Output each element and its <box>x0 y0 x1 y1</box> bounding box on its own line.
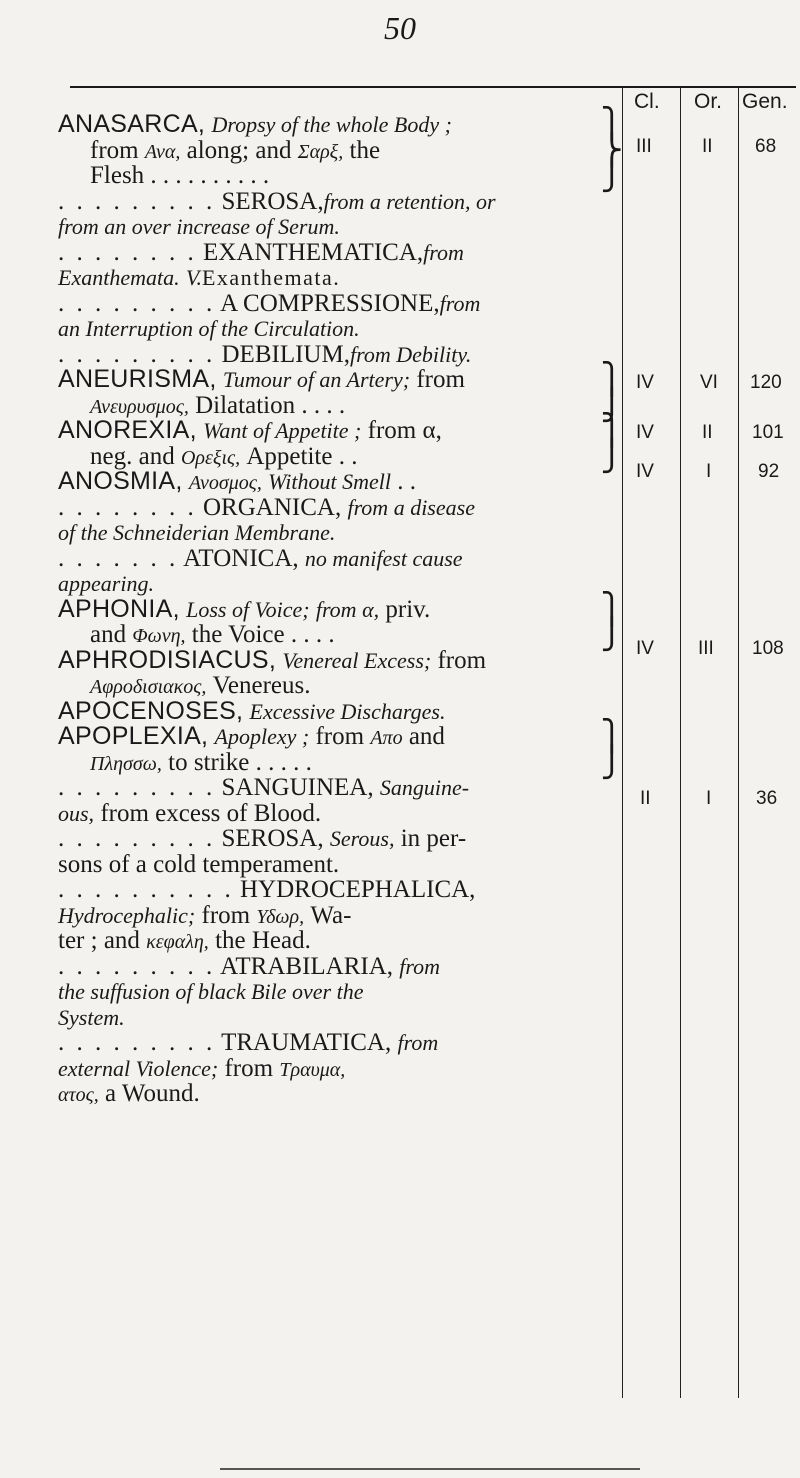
entries-column <box>58 108 623 1107</box>
entry-anorexia-line2: neg. and Ορεξις, Appetite . . ⎭ <box>90 439 623 473</box>
entry-traumatica-line3: ατος, a Wound. <box>58 1080 200 1107</box>
entry-atrabilaria-line3: System. <box>58 1004 125 1030</box>
entry-apoplexia-line1: APOPLEXIA, Apoplexy ; from Απο and ⎫ <box>58 720 623 753</box>
row-apoplexia-class: II <box>640 788 651 809</box>
entry-organica-line1: . . . . . . . . ORGANICA, from a disease <box>58 493 475 521</box>
row-aneurisma-order: VI <box>700 372 718 393</box>
entry-hydrocephalica-line2: Hydrocephalic; from Υδωρ, Wa- <box>58 901 352 929</box>
entry-apocenoses-line1: APOCENOSES, Excessive Discharges. <box>58 696 446 725</box>
subhead-atrabilaria: ATRABILARIA, <box>220 952 394 980</box>
entry-anasarca-line1 <box>58 108 623 141</box>
entry-atrabilaria-line2: the suffusion of black Bile over the <box>58 979 364 1004</box>
entry-serosa2-line1: . . . . . . . . . SEROSA, Serous, in per- <box>58 825 467 852</box>
row-anorexia-genus: 101 <box>752 422 784 443</box>
brace-top: ⎫ <box>600 363 623 396</box>
subhead-serosa: SEROSA, <box>221 187 324 215</box>
greek-ana: Ανα, <box>144 140 181 163</box>
row-anasarca-order: II <box>702 136 713 157</box>
header-rule <box>70 86 796 88</box>
subhead-debilium: DEBILIUM, <box>221 340 350 368</box>
gloss-anasarca: Dropsy of the whole Body ; <box>211 112 452 137</box>
row-apoplexia-order: I <box>706 788 712 809</box>
entry-aphrodisiacus-line1: APHRODISIACUS, Venereal Excess; from <box>58 645 487 674</box>
entry-serosa-line2: from an over increase of Serum. <box>58 214 340 239</box>
entry-anasarca-line2: from Ανα, along; and Σαρξ, the ⎬ <box>90 133 623 167</box>
entry-hydrocephalica-line1: . . . . . . . . . . HYDROCEPHALICA, <box>58 876 476 903</box>
entry-compressione-line1: . . . . . . . . . A COMPRESSIONE,from <box>58 289 481 317</box>
headword-anasarca: ANASARCA, <box>58 110 206 138</box>
subhead-hydrocephalica: HYDROCEPHALICA, <box>240 876 476 903</box>
row-aneurisma-genus: 120 <box>750 372 782 393</box>
subhead-organica: ORGANICA, <box>203 493 342 521</box>
brace-top: ⎫ <box>600 108 623 141</box>
row-aphonia-order: III <box>698 638 714 659</box>
row-anasarca-class: III <box>636 136 652 157</box>
row-apoplexia-genus: 36 <box>756 788 778 809</box>
entry-compressione-line2: an Interruption of the Circulation. <box>58 316 360 341</box>
entry-debilium-line1: . . . . . . . . . DEBILIUM,from Debility. <box>58 340 472 368</box>
subhead-traumatica: TRAUMATICA, <box>221 1029 392 1056</box>
entry-aneurisma-line2: Ανευρυσμος, Dilatation . . . . ⎭ <box>90 388 623 422</box>
entry-atonica-line1: . . . . . . . ATONICA, no manifest cause <box>58 544 463 572</box>
brace-bottom: ⎭ <box>600 159 623 192</box>
row-anosmia-order: I <box>706 461 712 482</box>
brace-bottom: ⎭ <box>600 618 623 651</box>
entry-serosa-line1: . . . . . . . . . SEROSA,from a retention, or <box>58 187 496 215</box>
entry-serosa2-line2: sons of a cold temperament. <box>58 850 340 878</box>
row-anorexia-order: II <box>702 422 713 443</box>
row-aneurisma-class: IV <box>636 372 654 393</box>
subhead-exanthematica: EXANTHEMATICA, <box>203 238 424 266</box>
column-divider-right <box>738 88 739 1398</box>
entry-atonica-line2: appearing. <box>58 571 154 596</box>
column-header-genus: Gen. <box>742 90 788 113</box>
entry-traumatica-line2: external Violence; from Τραυμα, <box>58 1054 346 1082</box>
headword-anosmia: ANOSMIA, <box>58 467 183 495</box>
row-anosmia-class: IV <box>636 461 654 482</box>
entry-aneurisma-line1: ANEURISMA, Tumour of an Artery; from ⎫ <box>58 363 623 396</box>
subhead-serosa-2: SEROSA, <box>221 825 324 852</box>
entry-apoplexia-line2: Πλησσω, to strike . . . . . ⎭ <box>90 745 623 779</box>
entry-anasarca-line3: Flesh . . . . . . . . . . ⎭ <box>90 159 623 192</box>
brace-mid: ⎬ <box>600 133 623 167</box>
row-anasarca-genus: 68 <box>755 136 777 157</box>
entry-anorexia-line1: ANOREXIA, Want of Appetite ; from α, ⎫ <box>58 414 623 447</box>
column-header-class: Cl. <box>634 90 660 113</box>
entry-sanguinea-line2: ous, from excess of Blood. <box>58 799 322 827</box>
entry-aphonia-line2: and Φωνη, the Voice . . . . ⎭ <box>90 618 623 651</box>
row-aphonia-genus: 108 <box>752 638 784 659</box>
brace-top: ⎫ <box>600 592 623 626</box>
brace-top: ⎫ <box>600 414 623 447</box>
headword-aneurisma: ANEURISMA, <box>58 365 217 393</box>
page-number: 50 <box>384 10 416 46</box>
entry-hydrocephalica-line3: ter ; and κεφαλη, the Head. <box>58 927 311 954</box>
entry-atrabilaria-line1: . . . . . . . . . ATRABILARIA, from <box>58 952 441 980</box>
row-anosmia-genus: 92 <box>758 461 780 482</box>
brace-bottom: ⎭ <box>600 745 623 779</box>
headword-apocenoses: APOCENOSES, <box>58 696 244 725</box>
column-divider-mid <box>680 88 681 1398</box>
brace-top: ⎫ <box>600 720 623 753</box>
subhead-compressione: A COMPRESSIONE, <box>220 289 440 317</box>
entry-exanthematica-line1: . . . . . . . . EXANTHEMATICA,from <box>58 238 464 266</box>
subhead-sanguinea: SANGUINEA, <box>221 774 374 801</box>
headword-aphonia: APHONIA, <box>58 594 180 623</box>
headword-aphrodisiacus: APHRODISIACUS, <box>58 645 277 674</box>
row-anorexia-class: IV <box>636 422 654 443</box>
column-header-order: Or. <box>694 90 723 113</box>
entry-organica-line2: of the Schneiderian Membrane. <box>58 520 336 545</box>
entry-aphonia-line1: APHONIA, Loss of Voice; from α, priv. ⎫ <box>58 592 623 626</box>
greek-sarx: Σαρξ, <box>297 140 344 163</box>
row-aphonia-class: IV <box>636 638 654 659</box>
brace-bottom: ⎭ <box>600 388 623 422</box>
brace-bottom: ⎭ <box>600 439 623 473</box>
headword-anorexia: ANOREXIA, <box>58 416 197 444</box>
entry-traumatica-line1: . . . . . . . . . TRAUMATICA, from <box>58 1029 439 1056</box>
headword-apoplexia: APOPLEXIA, <box>58 722 209 750</box>
entry-anosmia-line1: ANOSMIA, Ανοσμος, Without Smell . . <box>58 467 416 495</box>
bottom-edge-mark <box>220 1468 640 1470</box>
entry-sanguinea-line1: . . . . . . . . . SANGUINEA, Sanguine- <box>58 774 470 801</box>
entry-exanthematica-line2: Exanthemata. V.Exanthemata. <box>58 265 341 290</box>
entry-aphrodisiacus-line2: Αφροδισιακος, Venereus. <box>90 672 311 699</box>
subhead-atonica: ATONICA, <box>183 544 299 572</box>
